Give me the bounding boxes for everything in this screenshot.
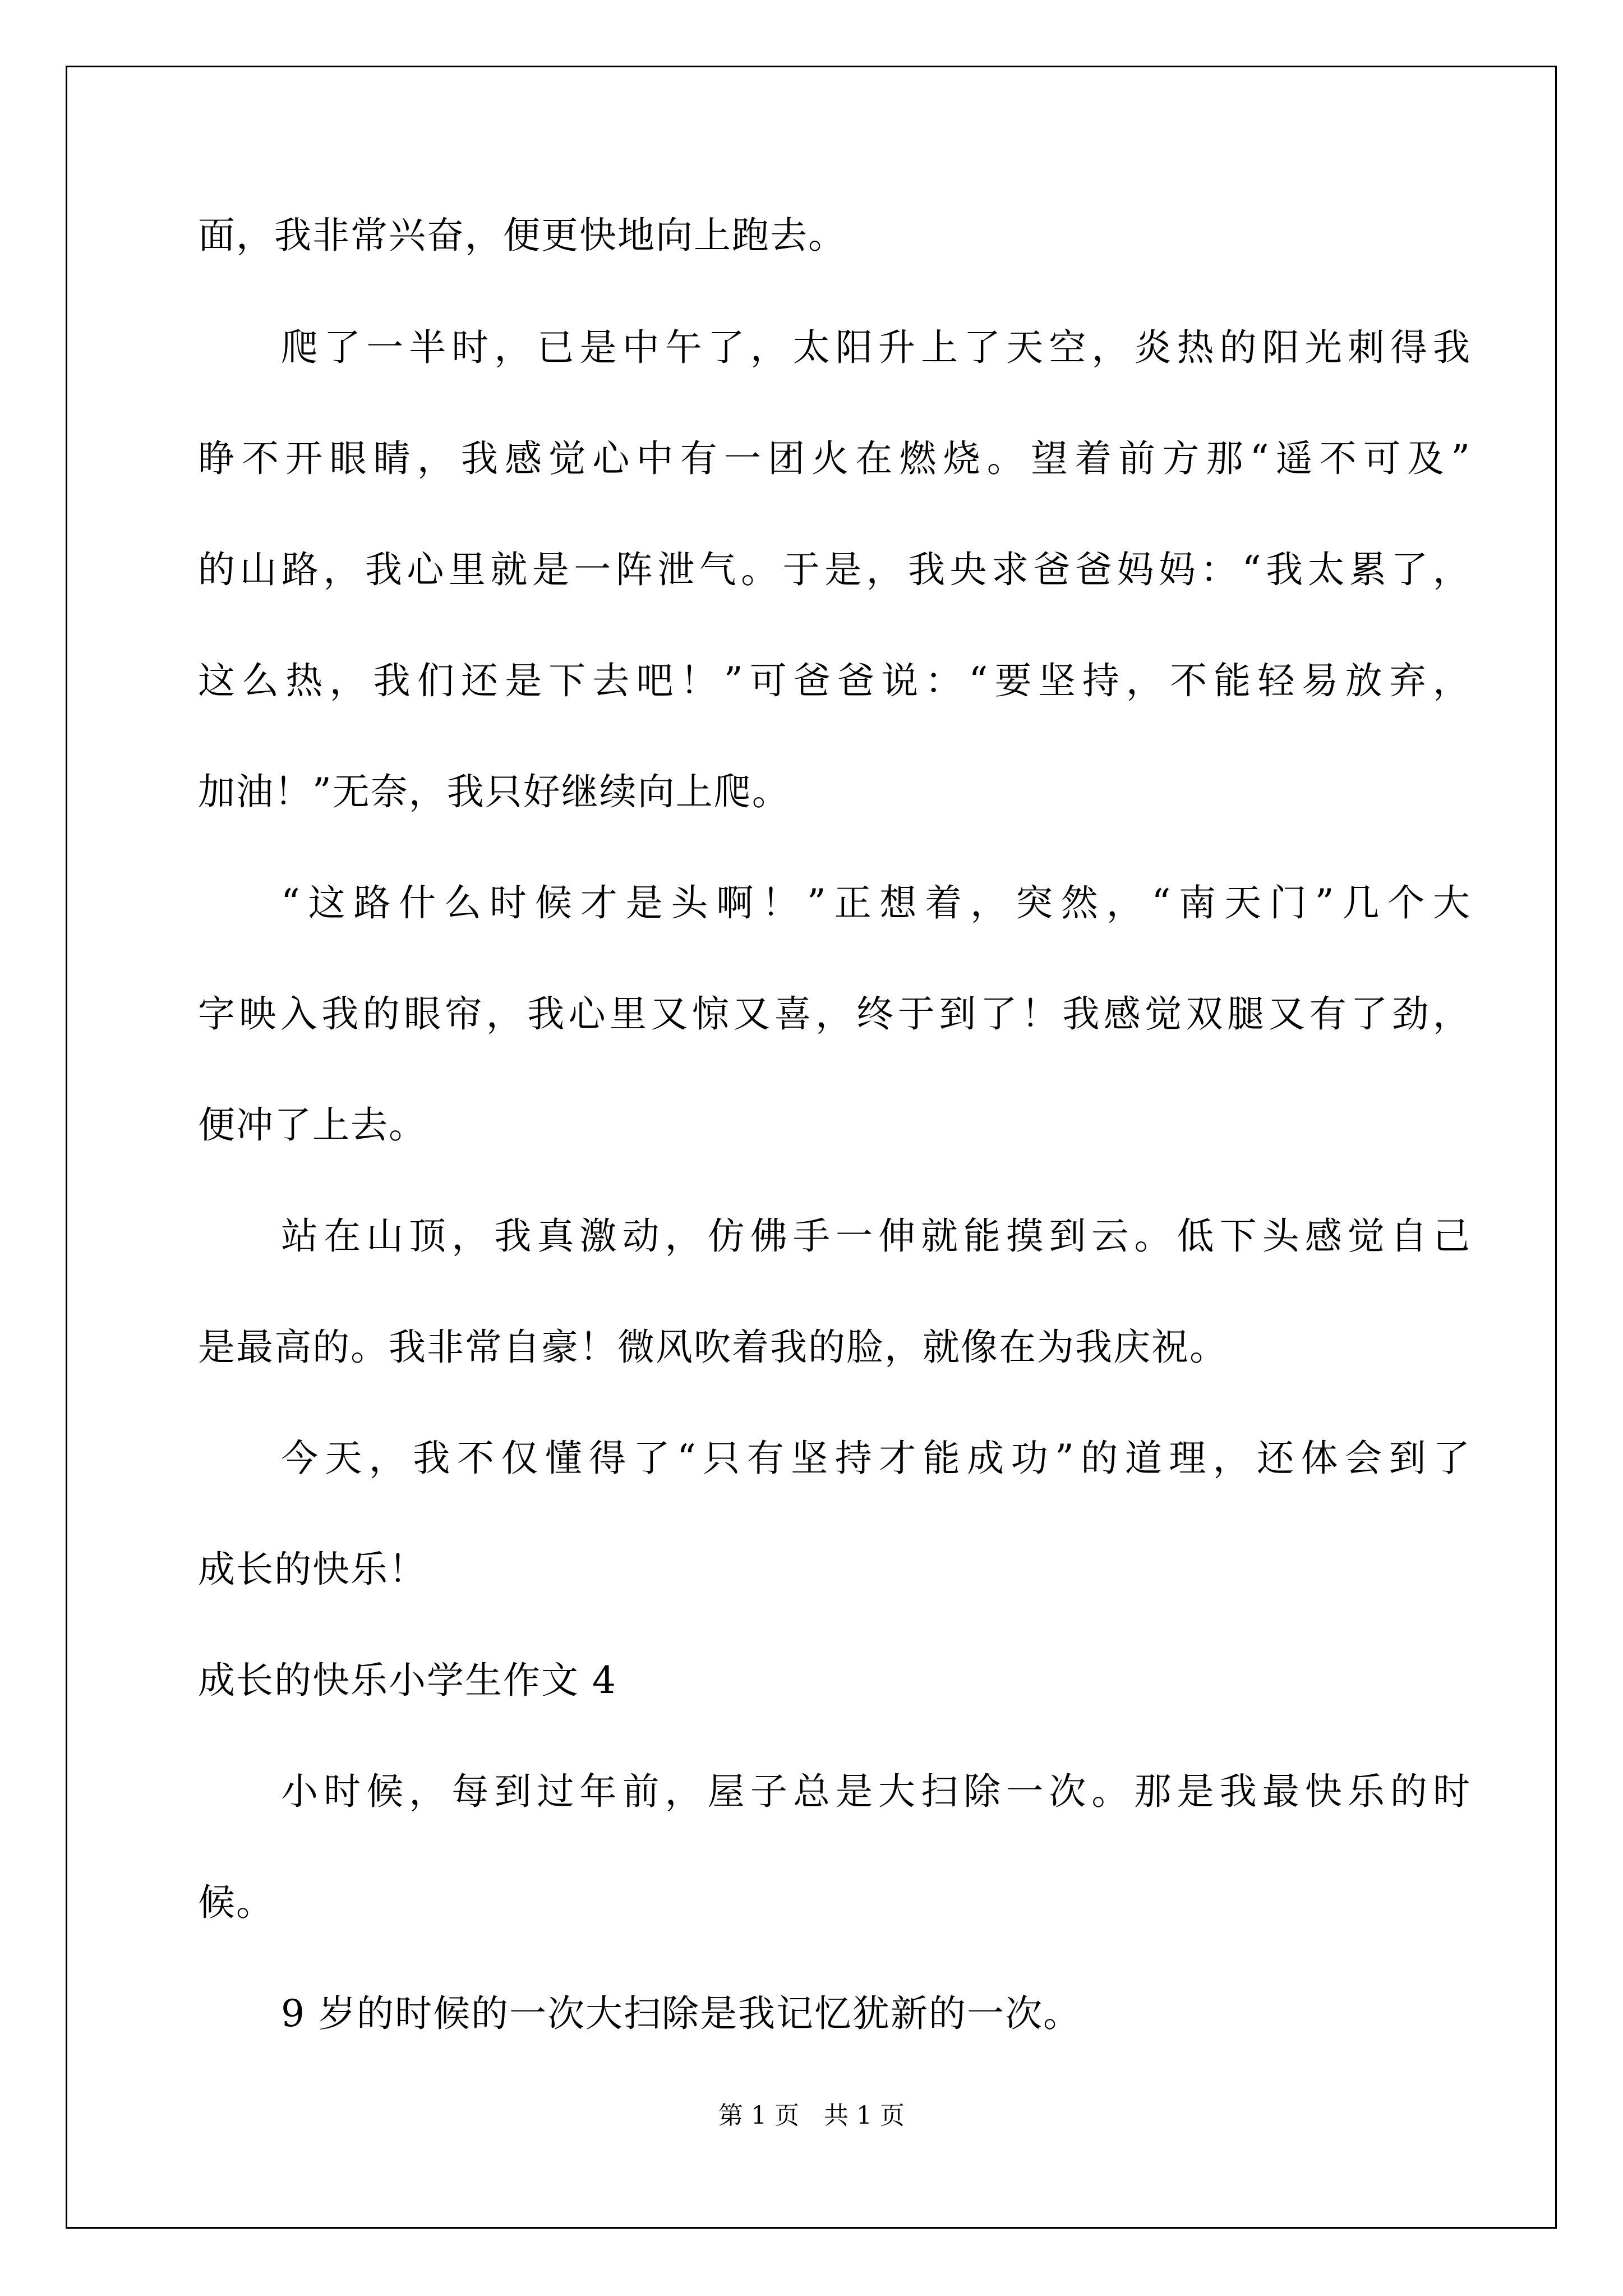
text-line: 候。 xyxy=(198,1881,274,1924)
text-line: 的山路，我心里就是一阵泄气。于是，我央求爸爸妈妈：“我太累了， xyxy=(198,548,1471,591)
paragraph-start-line: 爬了一半时，已是中午了，太阳升上了天空，炎热的阳光刺得我 xyxy=(281,326,1471,369)
paragraph-start-line: 小时候，每到过年前，屋子总是大扫除一次。那是我最快乐的时 xyxy=(281,1770,1471,1813)
text-line: 睁不开眼睛，我感觉心中有一团火在燃烧。望着前方那“遥不可及” xyxy=(198,437,1471,480)
text-line: 面，我非常兴奋，便更快地向上跑去。 xyxy=(198,214,846,257)
text-line: 成长的快乐！ xyxy=(198,1548,427,1591)
section-heading: 成长的快乐小学生作文 4 xyxy=(198,1659,617,1702)
text-line: 便冲了上去。 xyxy=(198,1103,427,1147)
paragraph-start-line: 今天，我不仅懂得了“只有坚持才能成功”的道理，还体会到了 xyxy=(281,1437,1471,1480)
text-line: 加油！”无奈，我只好继续向上爬。 xyxy=(198,770,790,813)
paragraph-start-line: “这路什么时候才是头啊！”正想着，突然，“南天门”几个大 xyxy=(281,881,1471,924)
page-footer: 第 1 页 共 1 页 xyxy=(718,2101,905,2130)
text-line: 这么热，我们还是下去吧！”可爸爸说：“要坚持，不能轻易放弃， xyxy=(198,659,1471,702)
text-line: 字映入我的眼帘，我心里又惊又喜，终于到了！我感觉双腿又有了劲， xyxy=(198,992,1471,1036)
text-line: 是最高的。我非常自豪！微风吹着我的脸，就像在为我庆祝。 xyxy=(198,1326,1228,1369)
paragraph-start-line: 9 岁的时候的一次大扫除是我记忆犹新的一次。 xyxy=(281,1992,1081,2035)
paragraph-start-line: 站在山顶，我真激动，仿佛手一伸就能摸到云。低下头感觉自己 xyxy=(281,1214,1471,1258)
